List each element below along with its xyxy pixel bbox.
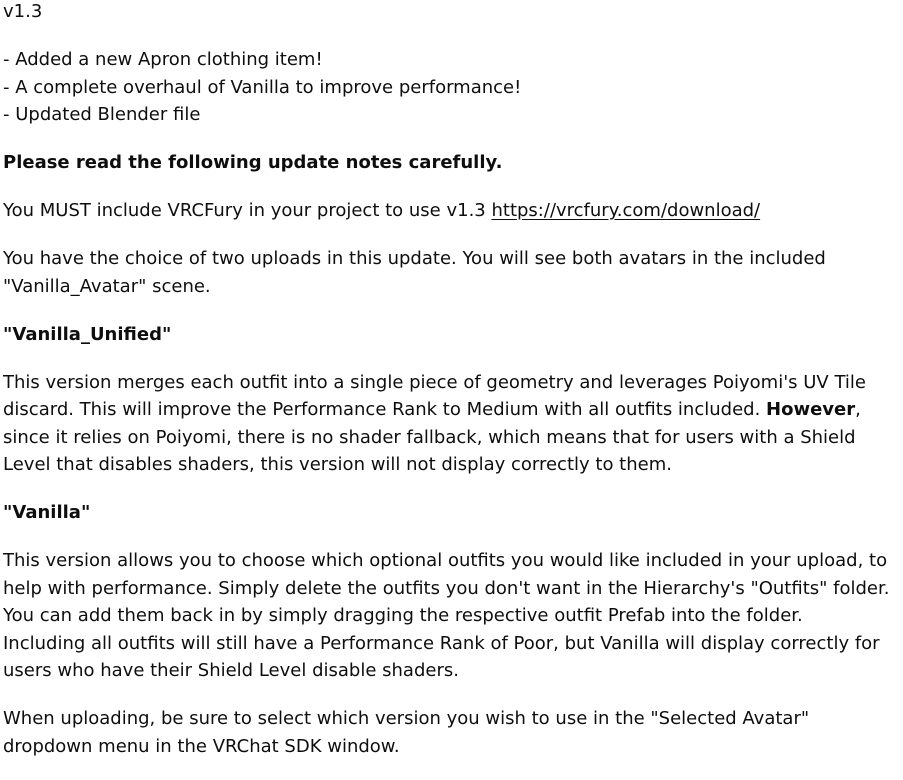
paragraph-line: You have the choice of two uploads in this update. You will see both avatars in the included [3, 248, 826, 269]
change-item: - A complete overhaul of Vanilla to improve performance! [3, 76, 522, 98]
however-emphasis: However [766, 399, 856, 420]
paragraph-text: , [855, 399, 861, 420]
vrcfury-download-link[interactable]: https://vrcfury.com/download/ [491, 200, 761, 221]
paragraph-line: dropdown menu in the VRChat SDK window. [3, 735, 400, 757]
vanilla-paragraph [3, 547, 903, 685]
notice-heading: Please read the following update notes carefully. [3, 152, 503, 173]
unified-heading: "Vanilla_Unified" [3, 323, 172, 345]
paragraph-line: help with performance. Simply delete the outfits you don't want in the Hierarchy's "Outfits" folder. [3, 577, 890, 599]
paragraph-line: When uploading, be sure to select which version you wish to use in the "Selected Avatar" [3, 708, 810, 729]
vanilla-heading: "Vanilla" [3, 502, 91, 523]
vrcfury-requirement [3, 197, 903, 225]
paragraph-text: discard. This will improve the Performance Rank to Medium with all outfits included. [3, 399, 767, 420]
choice-paragraph [3, 245, 903, 300]
paragraph-line: Level that disables shaders, this version will not display correctly to them. [3, 454, 672, 475]
paragraph-line: You can add them back in by simply dragging the respective outfit Prefab into the folder. [3, 605, 803, 626]
change-item: - Updated Blender file [3, 104, 201, 125]
paragraph-line: "Vanilla_Avatar" scene. [3, 275, 211, 297]
changes-list [3, 46, 903, 129]
paragraph-line: since it relies on Poiyomi, there is no shader fallback, which means that for users with a Shield [3, 426, 856, 448]
uploading-paragraph [3, 705, 903, 760]
paragraph-line: users who have their Shield Level disable shaders. [3, 660, 459, 681]
vrcfury-text: You MUST include VRCFury in your project to use v1.3 [3, 200, 492, 221]
paragraph-line: This version allows you to choose which optional outfits you would like included in your upload, to [3, 550, 888, 571]
change-item: - Added a new Apron clothing item! [3, 49, 323, 70]
paragraph-line: This version merges each outfit into a single piece of geometry and leverages Poiyomi's UV Tile [3, 371, 866, 393]
paragraph-line [3, 396, 903, 424]
version-label: v1.3 [3, 1, 43, 22]
unified-paragraph [3, 369, 903, 479]
paragraph-line: Including all outfits will still have a Performance Rank of Poor, but Vanilla will display correctly for [3, 632, 880, 654]
